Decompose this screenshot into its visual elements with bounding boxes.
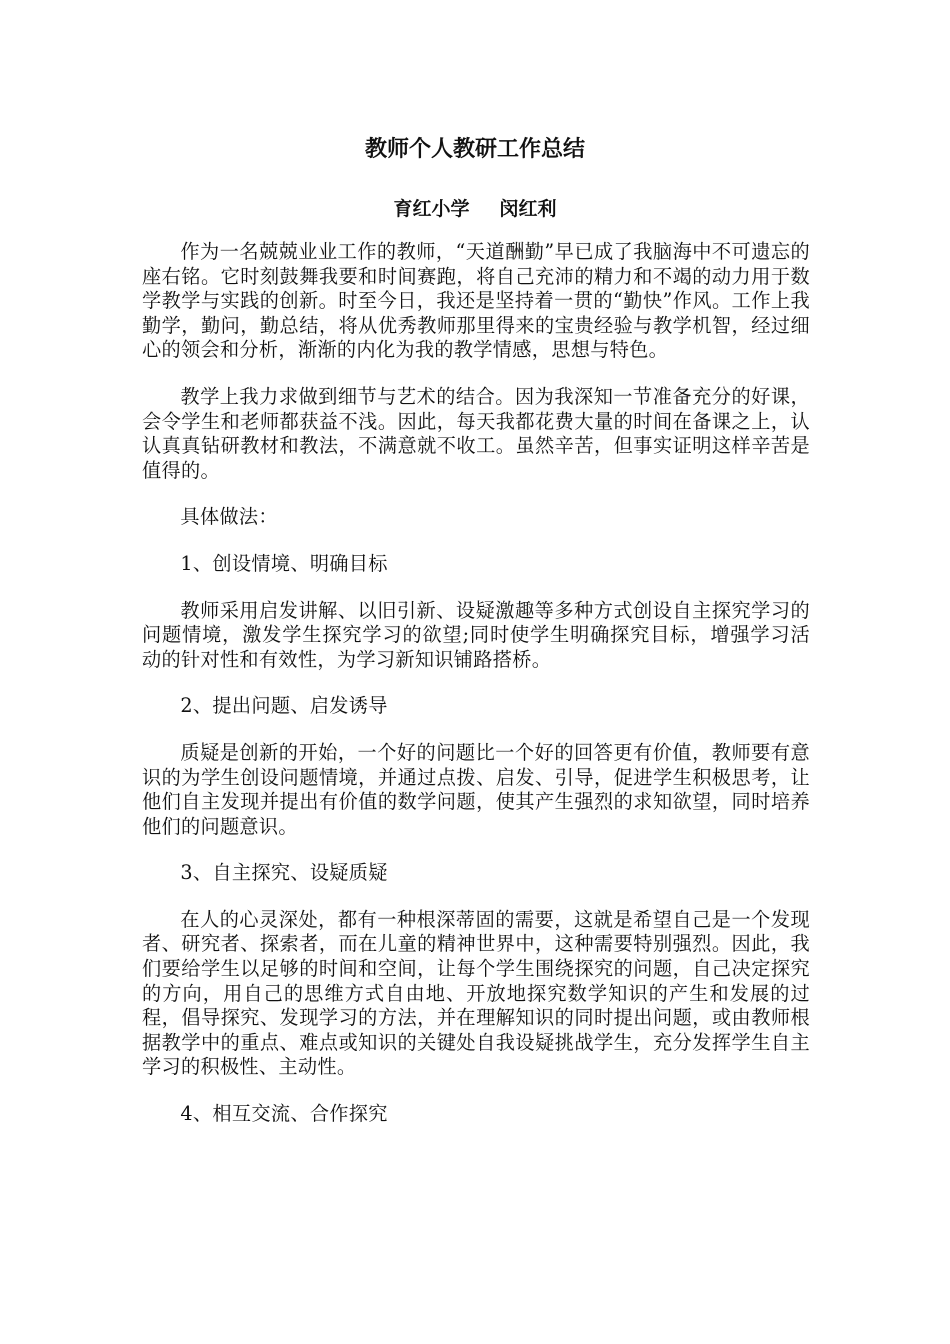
school-name: 育红小学 (393, 198, 470, 220)
author-name: 闵红利 (499, 198, 557, 220)
section-heading: 具体做法： (180, 505, 278, 529)
section-heading: 4、相互交流、合作探究 (180, 1102, 388, 1126)
paragraph: 作为一名兢兢业业工作的教师，“天道酬勤”早已成了我脑海中不可遗忘的座右铭。它时刻鼓舞我要和时间赛跑，将自己充沛的精力和不竭的动力用于数学教学与实践的创新。时至今日，我还是坚持着一贯的“勤快”作风。工作上我勤学，勤问，勤总结，将从优秀教师那里得来的宝贵经验与教学机智，经过细心的领会和分析，渐渐的内化为我的教学情感，思想与特色。 (142, 240, 810, 362)
section-heading: 2、提出问题、启发诱导 (180, 694, 388, 718)
paragraph: 质疑是创新的开始，一个好的问题比一个好的回答更有价值，教师要有意识的为学生创设问题情境，并通过点拨、启发、引导，促进学生积极思考，让他们自主发现并提出有价值的数学问题，使其产生强烈的求知欲望，同时培养他们的问题意识。 (142, 740, 810, 838)
paragraph: 在人的心灵深处，都有一种根深蒂固的需要，这就是希望自己是一个发现者、研究者、探索者，而在儿童的精神世界中，这种需要特别强烈。因此，我们要给学生以足够的时间和空间，让每个学生围绕探究的问题，自己决定探究的方向，用自己的思维方式自由地、开放地探究数学知识的产生和发展的过程，倡导探究、发现学习的方法，并在理解知识的同时提出问题，或由教师根据教学中的重点、难点或知识的关键处自我设疑挑战学生，充分发挥学生自主学习的积极性、主动性。 (142, 907, 810, 1079)
byline (0, 194, 950, 224)
document-body (142, 240, 810, 1149)
section-heading: 1、创设情境、明确目标 (180, 551, 388, 575)
paragraph: 教师采用启发讲解、以旧引新、设疑激趣等多种方式创设自主探究学习的问题情境，激发学生探究学习的欲望;同时使学生明确探究目标，增强学习活动的针对性和有效性，为学习新知识铺路搭桥。 (142, 598, 810, 671)
page-title: 教师个人教研工作总结 (364, 137, 585, 162)
paragraph: 教学上我力求做到细节与艺术的结合。因为我深知一节准备充分的好课，会令学生和老师都获益不浅。因此，每天我都花费大量的时间在备课之上，认认真真钻研教材和教法，不满意就不收工。虽然辛苦，但事实证明这样辛苦是值得的。 (142, 384, 810, 482)
section-heading: 3、自主探究、设疑质疑 (180, 861, 388, 885)
